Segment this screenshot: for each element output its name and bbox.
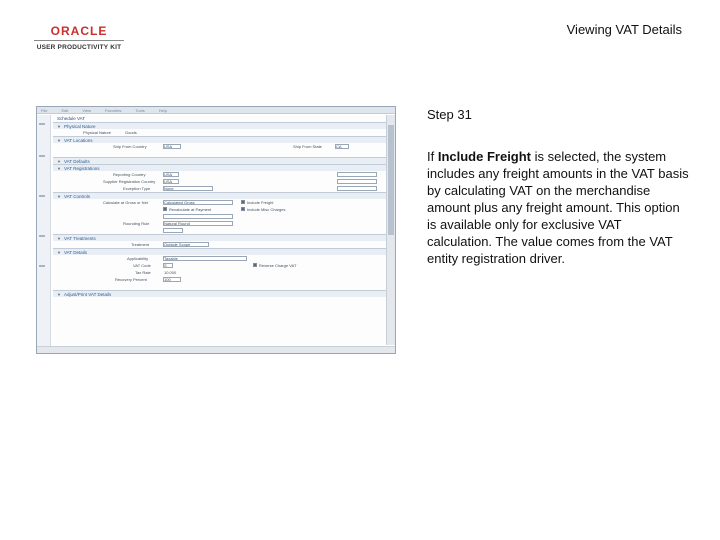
menu-help[interactable]: Help xyxy=(158,107,167,113)
include-freight-label: Include Freight xyxy=(247,200,274,205)
step-description xyxy=(427,148,689,267)
collapse-icon[interactable]: ▼ xyxy=(57,137,61,143)
applicability-label: Applicability xyxy=(127,256,149,261)
calc-gross-net-value: Calculated Gross xyxy=(164,200,195,205)
ship-from-country-label: Ship From Country xyxy=(113,144,147,149)
exception-type-value: None xyxy=(164,186,174,191)
recalculate-checkbox[interactable] xyxy=(163,207,167,211)
collapse-icon[interactable]: ▼ xyxy=(57,193,61,199)
nav-marker[interactable] xyxy=(39,265,45,267)
ship-from-state-label: Ship From State xyxy=(293,144,322,149)
override-field[interactable] xyxy=(337,186,377,191)
collapse-icon[interactable]: ▼ xyxy=(57,158,61,164)
section-vat-registrations[interactable]: ▼ VAT Registrations xyxy=(53,164,387,171)
reporting-country-label: Reporting Country xyxy=(113,172,146,177)
recovery-percent-label: Recovery Percent xyxy=(115,277,147,282)
ship-from-country-value: USA xyxy=(164,144,173,149)
menu-tools[interactable]: Tools xyxy=(135,107,145,113)
section-vat-details[interactable]: ▼ VAT Details xyxy=(53,248,387,255)
applicability-value: Taxable xyxy=(164,256,178,261)
form-title: Schedule VAT xyxy=(57,116,86,121)
supplier-registration-country-value: USA xyxy=(164,179,173,184)
collapse-icon[interactable]: ▼ xyxy=(57,123,61,129)
recalculate-label: Recalculate at Payment xyxy=(169,207,212,212)
oracle-upk-logo xyxy=(34,24,124,51)
left-nav-strip xyxy=(37,115,51,353)
tax-rate-value: 10.000 xyxy=(164,270,177,275)
horizontal-scrollbar[interactable] xyxy=(37,346,395,353)
vat-code-label: VAT Code xyxy=(133,263,151,268)
nav-marker[interactable] xyxy=(39,195,45,197)
browser-menubar xyxy=(37,107,395,114)
include-misc-label: Include Misc Charges xyxy=(247,207,286,212)
nav-marker[interactable] xyxy=(39,235,45,237)
vat-form xyxy=(53,115,387,345)
menu-file[interactable]: File xyxy=(41,107,48,113)
include-misc-checkbox[interactable] xyxy=(241,207,245,211)
oracle-brand-text: ORACLE xyxy=(34,24,124,41)
registration-field[interactable] xyxy=(337,172,377,177)
reverse-charge-checkbox[interactable] xyxy=(253,263,257,267)
rounding-rule-value: Natural Round xyxy=(164,221,190,226)
nav-marker[interactable] xyxy=(39,155,45,157)
recovery-percent-value: 100 xyxy=(164,277,171,282)
menu-edit[interactable]: Edit xyxy=(61,107,69,113)
nav-marker[interactable] xyxy=(39,123,45,125)
registration-id-field[interactable] xyxy=(337,179,377,184)
desc-body: is selected, the system includes any freight amounts in the VAT basis by calculating VAT on the merchandise amount plus any freight amount. This option is available only for exclusive VAT calculation. The value comes from the VAT entity registration driver. xyxy=(427,149,689,266)
use-type-field[interactable] xyxy=(163,228,183,233)
section-vat-locations[interactable]: ▼ VAT Locations xyxy=(53,136,387,143)
section-adjust-print-vat[interactable]: ▼ Adjust/Print VAT Details xyxy=(53,290,387,297)
vertical-scrollbar[interactable] xyxy=(386,115,395,345)
include-freight-checkbox[interactable] xyxy=(241,200,245,204)
treatment-label: Treatment xyxy=(131,242,150,247)
desc-bold-term: Include Freight xyxy=(437,149,532,164)
reverse-charge-label: Reverse Charge VAT xyxy=(259,263,297,268)
menu-favorites[interactable]: Favorites xyxy=(104,107,122,113)
section-vat-controls[interactable]: ▼ VAT Controls xyxy=(53,192,387,199)
section-vat-treatments[interactable]: ▼ VAT Treatments xyxy=(53,234,387,241)
menu-view[interactable]: View xyxy=(82,107,91,113)
upk-product-text: USER PRODUCTIVITY KIT xyxy=(36,44,122,51)
reporting-country-value: USA xyxy=(164,172,173,177)
calc-gross-net-label: Calculate at Gross or Net xyxy=(103,200,148,205)
exception-type-label: Exception Type xyxy=(123,186,151,191)
section-physical-nature[interactable]: ▼ Physical Nature xyxy=(53,122,387,129)
ship-from-state-value: CA xyxy=(336,144,342,149)
scrollbar-thumb[interactable] xyxy=(388,125,394,235)
supplier-registration-country-label: Supplier Registration Country xyxy=(103,179,156,184)
page-title: Viewing VAT Details xyxy=(566,22,682,37)
desc-lead: If xyxy=(427,149,438,164)
collapse-icon[interactable]: ▼ xyxy=(57,235,61,241)
physical-nature-value: Goods xyxy=(125,130,137,135)
collapse-icon[interactable]: ▼ xyxy=(57,165,61,171)
treatment-value: Outside Scope xyxy=(164,242,191,247)
collapse-icon[interactable]: ▼ xyxy=(57,291,61,297)
collapse-icon[interactable]: ▼ xyxy=(57,249,61,255)
physical-nature-label: Physical Nature xyxy=(83,130,112,135)
rounding-rule-label: Rounding Rule xyxy=(123,221,150,226)
section-vat-defaults[interactable]: ▼ VAT Defaults xyxy=(53,157,387,164)
tax-rate-label: Tax Rate xyxy=(135,270,151,275)
secondary-select[interactable] xyxy=(163,214,233,219)
step-title: Step 31 xyxy=(427,107,472,122)
vat-code-value: S xyxy=(164,263,167,268)
application-screenshot xyxy=(36,106,396,354)
